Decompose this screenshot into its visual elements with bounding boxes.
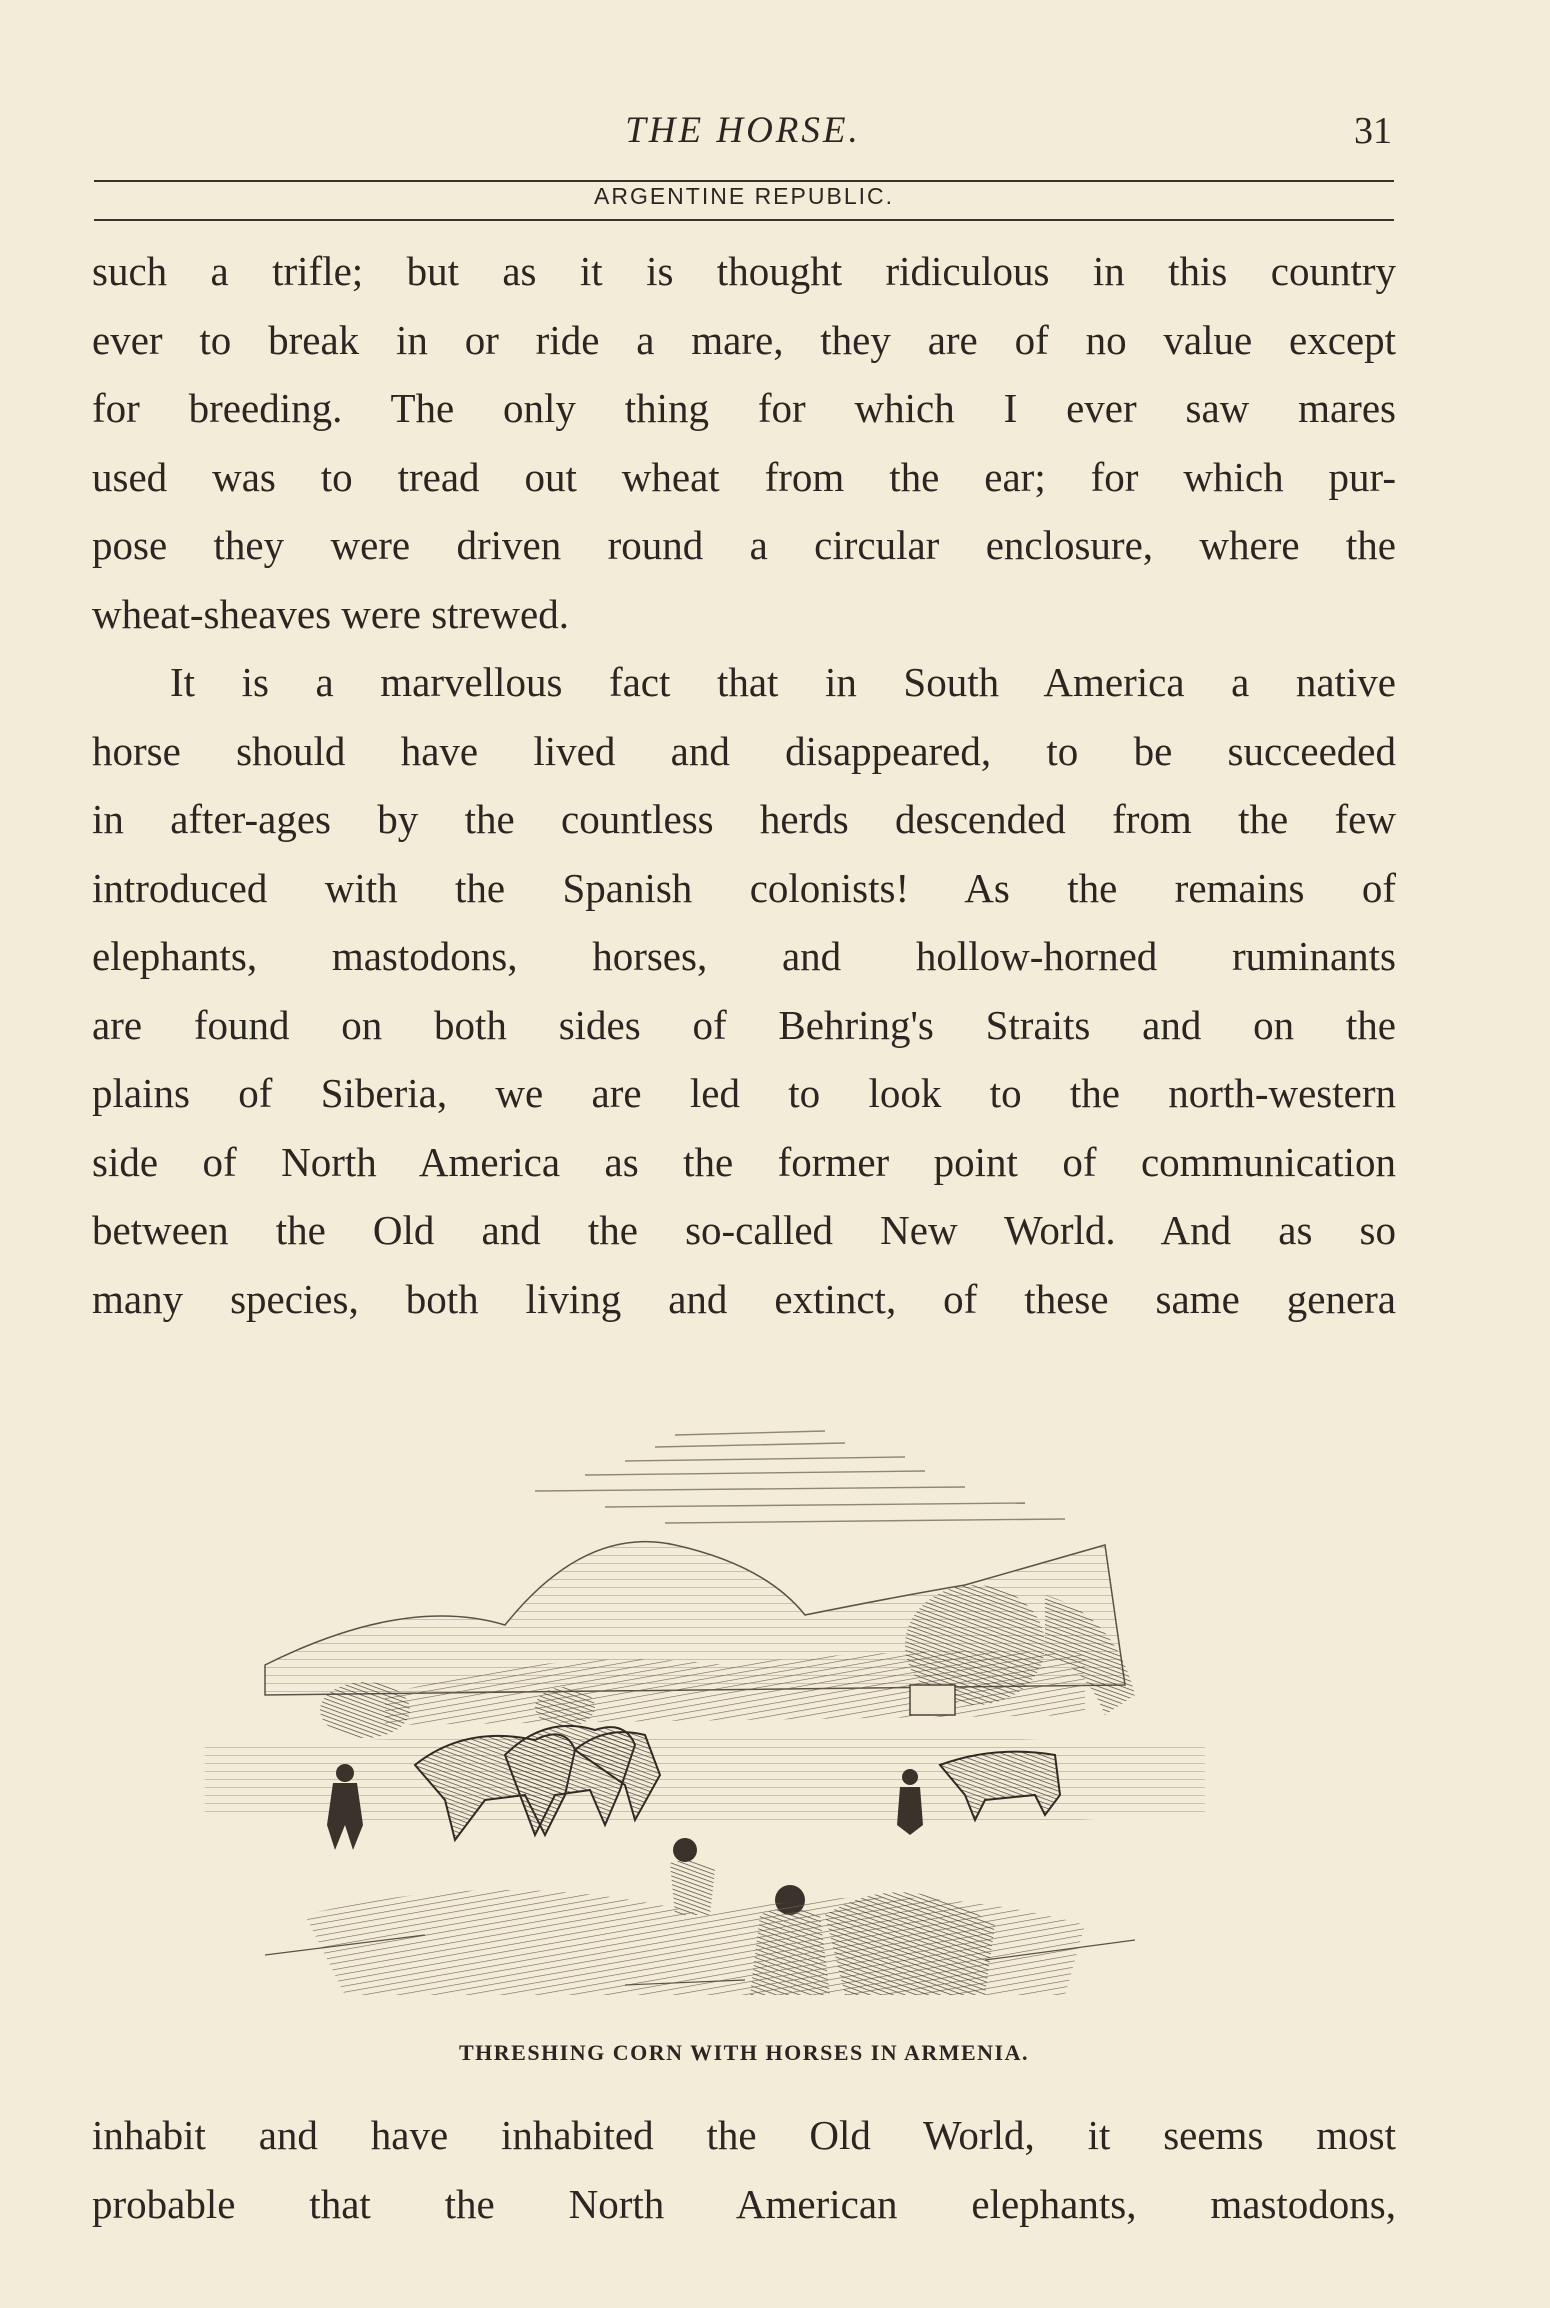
text-line: in after-ages by the countless herds descended from the few (92, 796, 1396, 842)
header-rule-top (94, 180, 1394, 182)
running-header (92, 105, 1394, 155)
trees-left (320, 1682, 410, 1738)
text-line: probable that the North American elephants, mastodons, (92, 2180, 1396, 2227)
section-heading: ARGENTINE REPUBLIC. (594, 183, 894, 209)
page-number: 31 (1354, 110, 1392, 152)
text-line: ever to break in or ride a mare, they are of no value except (92, 316, 1396, 363)
text-line: used was to tread out wheat from the ear; for which pur- (92, 453, 1396, 500)
text-line: elephants, mastodons, horses, and hollow-horned ruminants (92, 933, 1396, 979)
text-line: such a trifle; but as it is thought ridiculous in this country (92, 248, 1396, 294)
sky (535, 1431, 1065, 1523)
text-line: inhabit and have inhabited the Old World, it seems most (92, 2112, 1396, 2158)
text-line: pose they were driven round a circular enclosure, where the (92, 522, 1396, 568)
figure-caption: THRESHING CORN WITH HORSES IN ARMENIA. (458, 2040, 1030, 2065)
text-line: side of North America as the former point of communication (92, 1138, 1396, 1185)
threshing-scene-engraving (205, 1395, 1245, 1995)
text-line: many species, both living and extinct, of these same genera (92, 1275, 1396, 1322)
engraving-illustration (205, 1395, 1245, 1995)
body-text-bottom (92, 2101, 1396, 2238)
header-rule-bottom (94, 219, 1394, 221)
text-line: wheat-sheaves were strewed. (92, 590, 569, 637)
text-line: It is a marvellous fact that in South America a native (170, 659, 1396, 705)
text-line: are found on both sides of Behring's Straits and on the (92, 1001, 1396, 1048)
running-title: THE HORSE. (625, 110, 861, 151)
text-line: for breeding. The only thing for which I ever saw mares (92, 385, 1396, 431)
text-line: introduced with the Spanish colonists! As the remains of (92, 864, 1396, 911)
text-line: between the Old and the so-called New World. And as so (92, 1207, 1396, 1253)
figure-crouching (670, 1838, 715, 1915)
farm-building (910, 1685, 955, 1715)
text-line: horse should have lived and disappeared, to be succeeded (92, 727, 1396, 774)
text-line: plains of Siberia, we are led to look to the north-western (92, 1070, 1396, 1116)
body-text-top (92, 237, 1396, 1333)
